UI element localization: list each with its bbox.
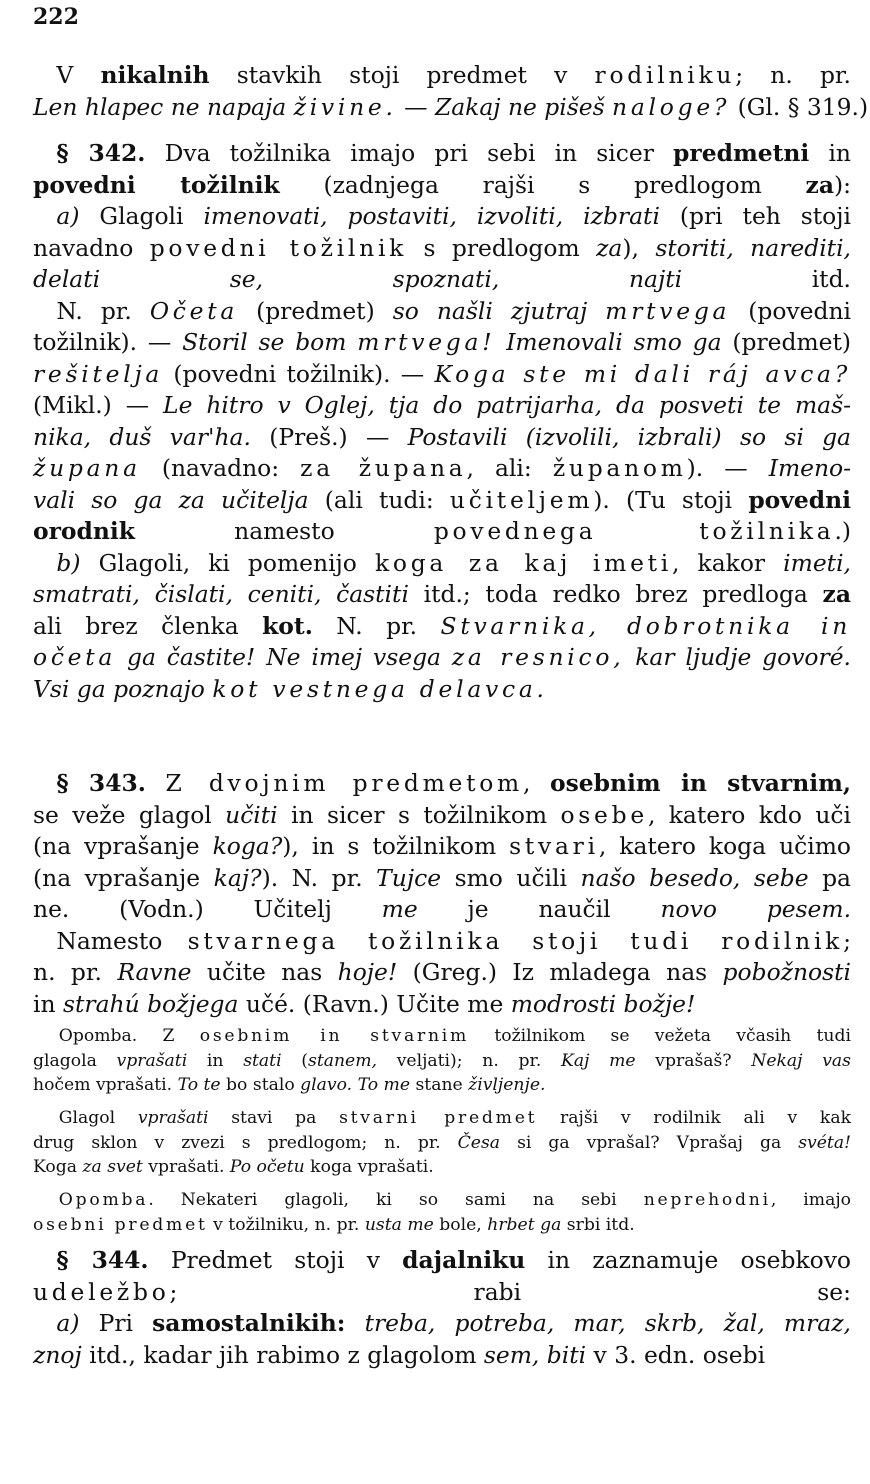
text-segment: Z dvojnim predmetom	[165, 769, 523, 797]
text-line	[33, 327, 851, 359]
text-line	[33, 453, 851, 485]
text-segment: drug sklon v zvezi s predlogom; n. pr.	[33, 1132, 458, 1153]
text-segment: učé. (Ravn.) Učite me	[238, 989, 511, 1018]
text-segment: in	[187, 1050, 244, 1071]
text-segment: n. pr.	[33, 958, 118, 986]
bold-text: § 344.	[56, 1246, 149, 1274]
text-segment: in sicer s tožilnikom	[277, 800, 561, 829]
text-segment: bo stalo	[220, 1075, 301, 1096]
text-segment: (ali tudi:	[308, 485, 450, 514]
italic-text: našo besedo, sebe	[580, 863, 809, 892]
page-number: 222	[33, 4, 79, 30]
text-segment: vprašati.	[142, 1157, 230, 1178]
text-segment: udeležbo	[33, 1277, 170, 1306]
text-segment: ;	[843, 926, 851, 955]
text-segment: in	[33, 989, 63, 1018]
text-line	[33, 92, 869, 124]
text-segment: , ali:	[466, 454, 553, 482]
text-segment: v 3. edn. osebi	[586, 1340, 766, 1369]
bold-text: orodnik	[33, 517, 135, 545]
text-segment	[146, 769, 166, 797]
text-line	[33, 1308, 851, 1340]
text-segment: (predmet)	[238, 296, 393, 325]
italic-text: župana	[33, 454, 141, 482]
text-segment: ,	[522, 769, 551, 797]
text-segment: osebni predmet	[33, 1214, 208, 1235]
bold-text: osebnim in stvarnim,	[550, 769, 851, 797]
text-segment: ). —	[686, 454, 769, 482]
italic-text: učiti	[225, 800, 278, 829]
italic-text: treba, potreba, mar, skrb, žal, mraz,	[364, 1309, 851, 1337]
text-segment: (Mikl.) —	[33, 391, 164, 419]
italic-text: a)	[56, 202, 80, 230]
text-segment: Opomba	[58, 1190, 149, 1210]
text-segment: .)	[834, 517, 852, 545]
italic-text: vprašati	[137, 1108, 209, 1128]
italic-text: Vsi ga poznajo	[33, 674, 213, 703]
text-segment: ; rabi se:	[169, 1277, 851, 1306]
italic-text: novo pesem.	[660, 895, 852, 923]
text-segment: itd., kadar jih rabimo z glagolom	[81, 1340, 484, 1369]
italic-text: kaj?	[213, 863, 262, 892]
text-segment: navadno	[33, 233, 150, 262]
italic-text: Nekaj vas	[751, 1050, 851, 1071]
italic-text: Koga ste mi dali ráj avca?	[434, 359, 852, 388]
italic-text: b)	[56, 548, 81, 577]
text-segment: ),	[622, 233, 656, 262]
text-segment: ; n. pr.	[735, 61, 851, 89]
text-segment: tožilnik). —	[33, 328, 183, 356]
text-line	[33, 1024, 851, 1049]
italic-text: naloge?	[612, 92, 731, 121]
italic-text: Zakaj ne pišeš	[434, 92, 613, 121]
bold-text: dajalniku	[402, 1246, 526, 1274]
italic-text: vali so ga za učitelja	[33, 485, 309, 514]
text-line	[33, 485, 851, 517]
italic-text: Postavili (izvolili, izbrali) so si ga	[407, 422, 852, 451]
italic-text: Imeno-	[768, 454, 852, 482]
text-segment: smo učili	[441, 863, 581, 892]
italic-text: strahú božjega	[62, 989, 239, 1018]
italic-text: pobožnosti	[722, 958, 852, 986]
text-line	[33, 1049, 851, 1074]
text-line	[33, 170, 851, 202]
italic-text: so našli zjutraj	[392, 296, 606, 325]
text-segment: N. pr.	[312, 611, 441, 640]
italic-text: za svet	[82, 1157, 143, 1178]
text-segment: (povedni tožilnik). —	[163, 359, 435, 388]
text-segment: (povedni	[730, 296, 852, 325]
italic-text: delati se, spoznati, najti	[33, 265, 683, 293]
text-segment: osebnim in stvarnim	[199, 1026, 470, 1046]
text-line	[33, 390, 851, 422]
bold-text: kot.	[262, 611, 313, 640]
text-segment: Namesto	[56, 926, 188, 955]
text-segment: —	[396, 92, 435, 121]
text-segment: glagola	[33, 1050, 117, 1071]
text-segment	[33, 1309, 56, 1337]
text-segment: in	[809, 139, 851, 167]
italic-text: Le hitro v Oglej, tja do patrijarha, da posveti te maš-	[163, 391, 851, 419]
text-segment	[33, 202, 56, 230]
text-line	[33, 674, 851, 706]
text-segment: ne. (Vodn.) Učitelj	[33, 895, 382, 923]
text-segment: rodilniku	[594, 61, 736, 89]
text-segment: stvarnega tožilnika stoji tudi rodilnik	[187, 926, 844, 955]
note-paragraph	[33, 1188, 851, 1237]
bold-text: samostalnikih:	[152, 1309, 346, 1337]
note-paragraph	[33, 1106, 851, 1180]
bold-text: § 342.	[56, 139, 146, 167]
bold-text: za	[822, 580, 851, 608]
text-segment: povednega tožilnika	[433, 517, 835, 545]
paragraph	[33, 768, 851, 1020]
italic-text: očeta	[33, 643, 117, 671]
italic-text: glavo. To me	[300, 1075, 410, 1096]
text-line	[33, 800, 851, 832]
text-segment: si ga vprašal? Vprašaj ga	[500, 1132, 799, 1153]
text-segment: osebe	[560, 800, 648, 829]
text-line	[33, 1106, 851, 1131]
text-line	[33, 1131, 851, 1156]
text-segment	[345, 1309, 364, 1337]
text-segment: N. pr.	[56, 296, 150, 325]
italic-text: vprašati	[116, 1050, 188, 1071]
text-segment: županom	[552, 454, 687, 482]
text-segment: stavkih stoji predmet v	[209, 61, 595, 89]
italic-text: za	[596, 233, 623, 262]
italic-text: Kaj me	[561, 1050, 636, 1071]
text-line	[33, 1277, 851, 1309]
text-line	[33, 1073, 851, 1098]
text-segment: se veže glagol	[33, 800, 226, 829]
text-line	[33, 579, 851, 611]
bold-text: § 343.	[56, 769, 146, 797]
text-segment: bole,	[433, 1214, 488, 1235]
italic-text: rešitelja	[33, 359, 164, 388]
text-segment: tožilnikom se vežeta včasih tudi	[469, 1026, 851, 1046]
italic-text: Stvarnika, dobrotnika in	[440, 611, 852, 640]
note-paragraph	[33, 1024, 851, 1098]
text-segment: V	[56, 61, 101, 89]
text-segment: je naučil	[417, 895, 661, 923]
paragraph	[33, 138, 851, 705]
text-line	[33, 359, 851, 391]
text-segment: , katero koga učimo	[598, 832, 851, 860]
text-segment: stavi pa	[208, 1108, 340, 1128]
text-segment: ). (Tu stoji	[593, 485, 749, 514]
italic-text: imeti,	[783, 548, 851, 577]
italic-text: imenovati, postaviti, izvoliti, izbrati	[203, 202, 660, 230]
text-segment: koga za kaj imeti	[374, 548, 673, 577]
text-segment: vprašaš?	[635, 1050, 752, 1071]
italic-text: me	[381, 895, 418, 923]
text-segment: Pri	[79, 1309, 153, 1337]
italic-text: svéta!	[798, 1132, 851, 1153]
italic-text: smatrati, čislati, ceniti, častiti	[33, 580, 409, 608]
text-line	[33, 831, 851, 863]
paragraph	[33, 1245, 851, 1371]
text-line	[33, 957, 851, 989]
text-line	[33, 233, 851, 265]
text-segment	[495, 328, 506, 356]
text-segment	[33, 549, 56, 577]
text-segment: Glagoli, ki pomenijo	[80, 548, 375, 577]
text-line	[33, 296, 851, 328]
text-line	[33, 201, 851, 233]
text-segment: v tožilniku, n. pr.	[207, 1214, 365, 1235]
text-segment: itd.; toda redko brez predloga	[408, 580, 823, 608]
text-line	[33, 1340, 851, 1372]
text-line	[33, 1245, 851, 1277]
italic-text: Česa	[457, 1132, 501, 1153]
text-segment: ), in s tožilnikom	[282, 832, 510, 860]
italic-text: sem, biti	[483, 1340, 587, 1369]
italic-text: mrtvega!	[357, 328, 496, 356]
text-segment: ). N. pr.	[261, 863, 377, 892]
text-segment: (navadno:	[140, 454, 301, 482]
bold-text: za	[805, 170, 834, 199]
text-line	[33, 264, 851, 296]
text-segment: koga vprašati.	[304, 1157, 434, 1178]
italic-text: stanem,	[308, 1050, 377, 1071]
italic-text: Po očetu	[229, 1157, 305, 1178]
text-segment: hočem vprašati.	[33, 1075, 178, 1096]
text-segment: stvarni predmet	[339, 1108, 538, 1128]
text-segment: neprehodni	[643, 1190, 771, 1210]
bold-text: predmetni	[673, 139, 810, 167]
italic-text: Ravne	[117, 958, 192, 986]
text-line	[33, 1188, 851, 1213]
italic-text: mrtvega	[605, 296, 731, 325]
italic-text: modrosti božje!	[510, 989, 696, 1018]
text-segment: veljati); n. pr.	[376, 1050, 561, 1071]
italic-text: koga?	[212, 832, 283, 860]
text-segment: (zadnjega rajši s predlogom	[279, 170, 806, 199]
text-line	[33, 611, 851, 643]
text-segment: (Preš.) —	[250, 422, 408, 451]
text-line	[33, 989, 851, 1021]
text-line	[33, 422, 851, 454]
text-segment: , imajo	[770, 1190, 852, 1210]
text-segment: (	[281, 1050, 308, 1071]
text-line	[33, 863, 851, 895]
text-segment: (pri teh stoji	[659, 202, 852, 230]
text-segment: učiteljem	[449, 485, 594, 514]
text-line	[33, 642, 851, 674]
text-segment: za župana	[300, 454, 467, 482]
text-line	[33, 548, 851, 580]
text-line	[33, 768, 851, 800]
italic-text: Imenovali smo ga	[506, 328, 722, 356]
text-segment: učite nas	[191, 958, 338, 986]
italic-text: storiti, narediti,	[655, 233, 851, 262]
bold-text: nikalnih	[100, 61, 210, 89]
italic-text: hoje!	[337, 958, 398, 986]
text-segment: s predlogom	[407, 233, 597, 262]
italic-text: usta me	[364, 1214, 434, 1235]
italic-text: življenje.	[468, 1075, 546, 1096]
italic-text: Len hlapec ne napaja	[33, 92, 294, 121]
text-segment: ali brez členka	[33, 611, 263, 640]
text-line	[33, 1213, 851, 1238]
italic-text: znoj	[33, 1340, 82, 1369]
italic-text: Očeta	[149, 296, 239, 325]
text-segment: Predmet stoji v	[148, 1246, 403, 1274]
text-segment: (na vprašanje	[33, 863, 214, 892]
text-segment: rajši v rodilnik ali v kak	[537, 1108, 851, 1128]
text-segment: Koga	[33, 1157, 83, 1178]
text-segment: ):	[833, 170, 851, 199]
italic-text: ga častite! Ne imej vsega	[116, 643, 452, 671]
text-segment: stane	[410, 1075, 469, 1096]
italic-text: Storil se bom	[182, 328, 358, 356]
text-segment: namesto	[134, 517, 434, 545]
text-segment: stvari	[509, 832, 599, 860]
text-line	[33, 1155, 851, 1180]
text-segment: itd.	[682, 265, 851, 293]
italic-text: To te	[177, 1075, 221, 1096]
text-line	[33, 894, 851, 926]
bold-text: povedni	[748, 485, 852, 514]
text-segment: (Gl. § 319.)	[730, 92, 869, 121]
text-segment: pa	[808, 863, 852, 892]
text-segment: , kakor	[672, 548, 784, 577]
text-line	[33, 60, 851, 92]
text-segment: . Nekateri glagoli, ki so sami na sebi	[148, 1190, 644, 1210]
italic-text: nika, duš var'ha.	[33, 422, 251, 451]
text-line	[33, 516, 851, 548]
text-segment: Dva tožilnika imajo pri sebi in sicer	[145, 139, 674, 167]
italic-text: živine.	[293, 92, 397, 121]
text-line	[33, 926, 851, 958]
italic-text: hrbet ga	[487, 1214, 562, 1235]
italic-text: Tujce	[376, 863, 442, 892]
text-segment: srbi itd.	[561, 1214, 635, 1235]
text-segment: in zaznamuje osebkovo	[525, 1246, 851, 1274]
text-segment: , katero kdo uči	[647, 800, 851, 829]
text-line	[33, 138, 851, 170]
text-segment: (Greg.) Iz mladega nas	[397, 958, 723, 986]
italic-text: kar ljudje govoré.	[624, 643, 851, 671]
text-segment: Glagoli	[79, 202, 204, 230]
italic-text: kot vestnega delavca.	[212, 674, 548, 703]
text-segment: Glagol	[58, 1108, 138, 1128]
bold-text: povedni tožilnik	[33, 170, 280, 199]
paragraph	[33, 60, 869, 123]
italic-text: za resnico,	[451, 643, 625, 671]
text-segment: povedni tožilnik	[149, 233, 408, 262]
italic-text: stati	[243, 1050, 282, 1071]
text-segment: Opomba. Z	[58, 1026, 200, 1046]
text-segment	[33, 1190, 59, 1210]
italic-text: a)	[56, 1309, 80, 1337]
text-segment: (na vprašanje	[33, 832, 213, 860]
text-segment: (predmet)	[721, 328, 852, 356]
